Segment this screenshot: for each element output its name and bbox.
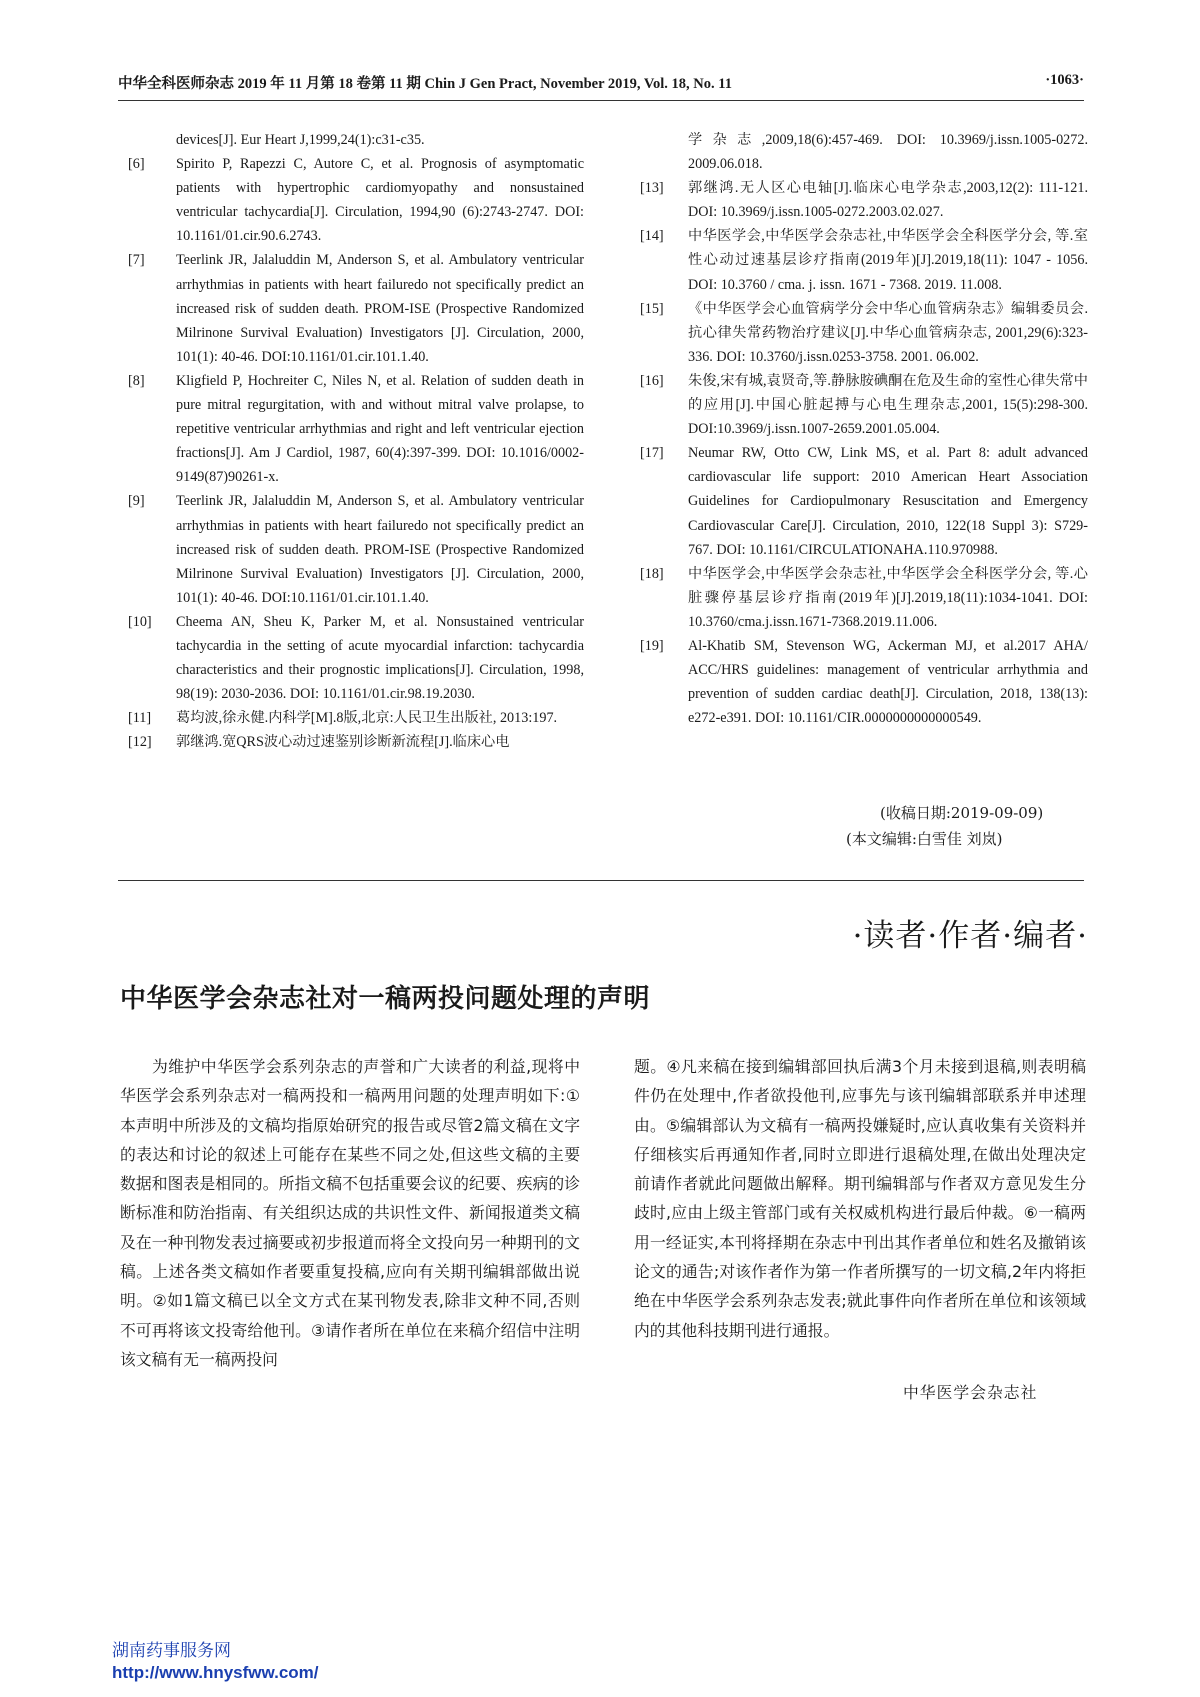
statement-signature: 中华医学会杂志社 bbox=[903, 1383, 1038, 1402]
reference-text: 朱俊,宋有城,袁贤奇,等.静脉胺碘酮在危及生命的室性心律失常中的应用[J].中国心脏起搏与心电生理杂志,2001, 15(5):298-300. DOI:10.3969/j.issn.1007-2659.2001.05.004. bbox=[688, 372, 1088, 438]
reference-text: Kligfield P, Hochreiter C, Niles N, et al. Relation of sudden death in pure mitral regurgitation, with and without mitral valve prolapse, to repetitive ventricular arrhythmias and right and left ventricular ejection fractions[J]. Am J Cardiol, 1987, 60(4):397-399. DOI: 10.1016/0002-9149(87)90261-x. bbox=[176, 372, 584, 486]
header-rule bbox=[118, 100, 1084, 101]
reference-text: Al-Khatib SM, Stevenson WG, Ackerman MJ, et al.2017 AHA/ ACC/HRS guidelines: management of ventricular arrhythmia and prevention of sudden cardiac death[J]. Circulation, 2018, 138(13): e272-e391. DOI: 10.1161/CIR.0000000000000549. bbox=[688, 637, 1088, 727]
reference-item bbox=[128, 128, 584, 152]
watermark-site-name: 湖南药事服务网 bbox=[112, 1641, 231, 1660]
reference-number: [9] bbox=[128, 493, 145, 510]
reference-text: 中华医学会,中华医学会杂志社,中华医学会全科医学分会, 等.心脏骤停基层诊疗指南(2019年)[J].2019,18(11):1034-1041. DOI: 10.3760/cma.j.issn.1671-7368.2019.11.006. bbox=[688, 565, 1088, 630]
reference-number: [17] bbox=[640, 445, 664, 462]
statement-body-left: 为维护中华医学会系列杂志的声誉和广大读者的利益,现将中华医学会系列杂志对一稿两投和一稿两用问题的处理声明如下:①本声明中所涉及的文稿均指原始研究的报告或尽管2篇文稿在文字的表达和讨论的叙述上可能存在某些不同之处,但这些文稿的主要数据和图表是相同的。所指文稿不包括重要会议的纪要、疾病的诊断标准和防治指南、有关组织达成的共识性文件、新闻报道类文稿及在一种刊物发表过摘要或初步报道而将全文投向另一种期刊的文稿。上述各类文稿如作者要重复投稿,应向有关期刊编辑部做出说明。②如1篇文稿已以全文方式在某刊物发表,除非文种不同,否则不可再将该文投寄给他刊。③请作者所在单位在来稿介绍信中注明该文稿有无一稿两投问 bbox=[120, 1057, 580, 1369]
page-number: ·1063· bbox=[1045, 72, 1084, 88]
reference-text: 中华医学会,中华医学会杂志社,中华医学会全科医学分会, 等.室性心动过速基层诊疗指南(2019年)[J].2019,18(11): 1047 - 1056. DOI: 10.3760 / cma. j. issn. 1671 - 7368. 2019. 11.008. bbox=[688, 228, 1088, 293]
reference-item bbox=[128, 489, 584, 609]
reference-item bbox=[640, 634, 1088, 730]
reference-number: [6] bbox=[128, 156, 145, 173]
reference-item bbox=[640, 176, 1088, 224]
editor-note: (本文编辑:白雪佳 刘岚) bbox=[846, 830, 1003, 848]
watermark-url[interactable]: http://www.hnysfww.com/ bbox=[112, 1663, 319, 1682]
reference-text: 学杂志,2009,18(6):457-469. DOI: 10.3969/j.issn.1005-0272. 2009.06.018. bbox=[688, 132, 1088, 173]
reference-item bbox=[128, 610, 584, 706]
reference-number: [19] bbox=[640, 637, 664, 654]
reference-item bbox=[640, 562, 1088, 634]
watermark bbox=[112, 1640, 319, 1684]
reference-number: [10] bbox=[128, 613, 152, 630]
reference-number: [14] bbox=[640, 228, 664, 245]
reference-item bbox=[640, 441, 1088, 561]
statement-title: 中华医学会杂志社对一稿两投问题处理的声明 bbox=[120, 984, 651, 1014]
reference-item bbox=[640, 297, 1088, 369]
reference-item bbox=[128, 730, 584, 754]
running-header bbox=[118, 72, 1084, 92]
reference-item bbox=[128, 706, 584, 730]
reference-text: Spirito P, Rapezzi C, Autore C, et al. Prognosis of asymptomatic patients with hypertrophic cardiomyopathy and nonsustained ventricular tachycardia[J]. Circulation, 1994,90 (6):2743-2747. DOI: 10.1161/01.cir.90.6.2743. bbox=[176, 156, 584, 245]
reference-text: Neumar RW, Otto CW, Link MS, et al. Part 8: adult advanced cardiovascular life support: 2010 American Heart Association Guidelines for Cardiopulmonary Resuscitation and Emergency Cardiovascular Care[J]. Circulation, 2010, 122(18 Suppl 3): S729-767. DOI: 10.1161/CIRCULATIONAHA.110.970988. bbox=[688, 445, 1088, 558]
reference-item bbox=[128, 152, 584, 248]
reference-text: 《中华医学会心血管病学分会中华心血管病杂志》编辑委员会.抗心律失常药物治疗建议[J].中华心血管病杂志, 2001,29(6):323-336. DOI: 10.3760/j.issn.0253-3758. 2001. 06.002. bbox=[688, 300, 1088, 365]
reference-text: 葛均波,徐永健.内科学[M].8版,北京:人民卫生出版社, 2013:197. bbox=[176, 710, 558, 727]
journal-citation: 中华全科医师杂志 2019 年 11 月第 18 卷第 11 期 Chin J Gen Pract, November 2019, Vol. 18, No. 11 bbox=[118, 76, 732, 92]
reference-item bbox=[128, 248, 584, 368]
reference-text: 郭继鸿.无人区心电轴[J].临床心电学杂志,2003,12(2): 111-121. DOI: 10.3969/j.issn.1005-0272.2003.02.027. bbox=[688, 180, 1088, 221]
section-tag: ·读者·作者·编者· bbox=[852, 918, 1088, 954]
reference-item bbox=[640, 224, 1088, 296]
reference-text: Teerlink JR, Jalaluddin M, Anderson S, et al. Ambulatory ventricular arrhythmias in patients with heart failuredo not specifically predict an increased risk of sudden death. PROM-ISE (Prospective Randomized Milrinone Survival Evaluation) Investigators [J]. Circulation, 2000, 101(1): 40-46. DOI:10.1161/01.cir.101.1.40. bbox=[176, 252, 584, 365]
reference-text: Teerlink JR, Jalaluddin M, Anderson S, et al. Ambulatory ventricular arrhythmias in patients with heart failuredo not specifically predict an increased risk of sudden death. PROM-ISE (Prospective Randomized Milrinone Survival Evaluation) Investigators [J]. Circulation, 2000, 101(1): 40-46. DOI:10.1161/01.cir.101.1.40. bbox=[176, 493, 584, 606]
reference-number: [11] bbox=[128, 710, 152, 727]
reference-number: [15] bbox=[640, 300, 664, 317]
section-divider bbox=[118, 880, 1084, 881]
reference-list-left bbox=[128, 128, 584, 754]
reference-item bbox=[640, 128, 1088, 176]
reference-list-right bbox=[640, 128, 1088, 730]
reference-number: [12] bbox=[128, 734, 152, 751]
reference-number: [7] bbox=[128, 252, 145, 269]
reference-item bbox=[640, 369, 1088, 441]
reference-text: Cheema AN, Sheu K, Parker M, et al. Nonsustained ventricular tachycardia in the setting of acute myocardial infarction: tachycardia characteristics and their prognostic implications[J]. Circulation, 1998, 98(19): 2030-2036. DOI: 10.1161/01.cir.98.19.2030. bbox=[176, 613, 584, 703]
reference-item bbox=[128, 369, 584, 489]
reference-text: devices[J]. Eur Heart J,1999,24(1):c31-c35. bbox=[176, 132, 425, 148]
reference-number: [8] bbox=[128, 372, 145, 389]
received-date: (收稿日期:2019-09-09) bbox=[880, 804, 1044, 822]
reference-number: [13] bbox=[640, 180, 664, 197]
reference-number: [18] bbox=[640, 565, 664, 582]
reference-text: 郭继鸿.宽QRS波心动过速鉴别诊断新流程[J].临床心电 bbox=[176, 734, 510, 751]
statement-body-right: 题。④凡来稿在接到编辑部回执后满3个月未接到退稿,则表明稿件仍在处理中,作者欲投他刊,应事先与该刊编辑部联系并申述理由。⑤编辑部认为文稿有一稿两投嫌疑时,应认真收集有关资料并仔细核实后再通知作者,同时立即进行退稿处理,在做出处理决定前请作者就此问题做出解释。期刊编辑部与作者双方意见发生分歧时,应由上级主管部门或有关权威机构进行最后仲裁。⑥一稿两用一经证实,本刊将择期在杂志中刊出其作者单位和姓名及撤销该论文的通告;对该作者作为第一作者所撰写的一切文稿,2年内将拒绝在中华医学会系列杂志发表;就此事件向作者所在单位和该领域内的其他科技期刊进行通报。 bbox=[634, 1057, 1086, 1340]
reference-number: [16] bbox=[640, 372, 664, 389]
